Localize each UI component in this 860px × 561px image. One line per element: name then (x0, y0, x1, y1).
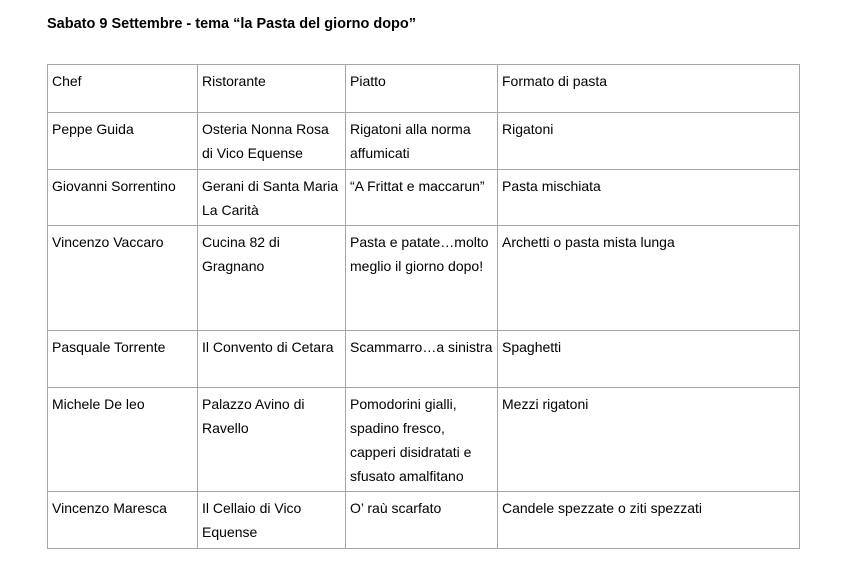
page-title: Sabato 9 Settembre - tema “la Pasta del giorno dopo” (47, 16, 417, 32)
cell-chef: Vincenzo Maresca (48, 492, 198, 549)
table-row (48, 331, 800, 388)
cell-chef: Giovanni Sorrentino (48, 170, 198, 226)
cell-chef: Pasquale Torrente (48, 331, 198, 388)
cell-piatto: O’ raù scarfato (346, 492, 498, 549)
cell-ristorante: Gerani di Santa Maria La Carità (198, 170, 346, 226)
table-row (48, 388, 800, 492)
header-chef: Chef (48, 65, 198, 113)
cell-formato: Mezzi rigatoni (498, 388, 800, 492)
cell-chef: Vincenzo Vaccaro (48, 226, 198, 331)
cell-formato: Candele spezzate o ziti spezzati (498, 492, 800, 549)
table-row (48, 113, 800, 170)
cell-ristorante: Cucina 82 di Gragnano (198, 226, 346, 331)
table-row (48, 226, 800, 331)
header-piatto: Piatto (346, 65, 498, 113)
cell-piatto: Pasta e patate…molto meglio il giorno dopo! (346, 226, 498, 331)
cell-ristorante: Palazzo Avino di Ravello (198, 388, 346, 492)
table-row (48, 170, 800, 226)
cell-ristorante: Il Cellaio di Vico Equense (198, 492, 346, 549)
header-ristorante: Ristorante (198, 65, 346, 113)
cell-formato: Rigatoni (498, 113, 800, 170)
cell-chef: Peppe Guida (48, 113, 198, 170)
cell-formato: Archetti o pasta mista lunga (498, 226, 800, 331)
cell-ristorante: Osteria Nonna Rosa di Vico Equense (198, 113, 346, 170)
cell-formato: Pasta mischiata (498, 170, 800, 226)
cell-piatto: Pomodorini gialli, spadino fresco, capperi disidratati e sfusato amalfitano (346, 388, 498, 492)
chef-schedule-table (47, 64, 800, 549)
cell-formato: Spaghetti (498, 331, 800, 388)
table-header-row (48, 65, 800, 113)
cell-piatto: “A Frittat e maccarun” (346, 170, 498, 226)
cell-piatto: Rigatoni alla norma affumicati (346, 113, 498, 170)
table-row (48, 492, 800, 549)
header-formato-di-pasta: Formato di pasta (498, 65, 800, 113)
cell-piatto: Scammarro…a sinistra (346, 331, 498, 388)
cell-chef: Michele De leo (48, 388, 198, 492)
cell-ristorante: Il Convento di Cetara (198, 331, 346, 388)
